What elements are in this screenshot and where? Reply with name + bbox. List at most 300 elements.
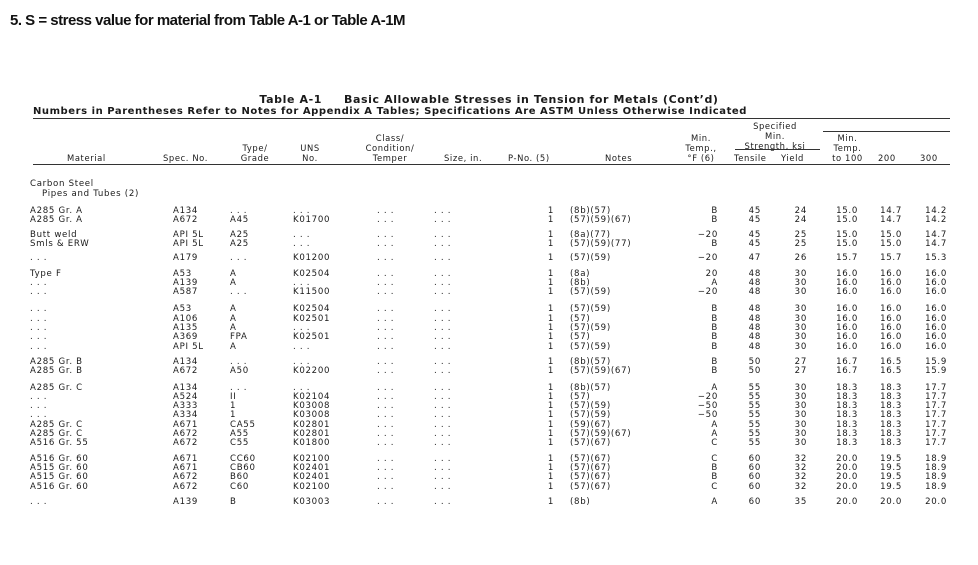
cell-spec-no: A139 (173, 496, 199, 507)
cell-notes: (57)(67) (570, 453, 611, 464)
cell-p-no: 1 (547, 429, 555, 439)
cell-uns-no: . . . (293, 229, 311, 240)
cell-temp-200: 15.7 (880, 253, 902, 264)
cell-class: . . . (377, 332, 395, 343)
cell-type-grade: A25 (230, 238, 249, 249)
cell-class: . . . (377, 313, 395, 324)
cell-p-no: 1 (547, 287, 555, 298)
cell-notes: (57)(59)(77) (570, 238, 632, 249)
cell-min-to-100: 15.0 (836, 215, 858, 226)
cell-size: . . . (434, 332, 452, 343)
cell-min-to-100: 15.7 (836, 253, 858, 264)
cell-min-temp: A (711, 429, 718, 439)
cell-class: . . . (377, 429, 395, 439)
cell-class: . . . (377, 341, 395, 352)
cell-size: . . . (434, 253, 452, 264)
cell-yield: 30 (794, 268, 807, 279)
cell-notes: (59)(67) (570, 419, 611, 430)
cell-temp-200: 16.0 (880, 277, 902, 288)
cell-min-to-100: 20.0 (836, 481, 858, 492)
cell-temp-300: 17.7 (925, 410, 947, 421)
cell-min-to-100: 18.3 (836, 401, 858, 412)
cell-notes: (57)(59)(67) (570, 366, 632, 377)
cell-size: . . . (434, 238, 452, 249)
cell-material: A516 Gr. 60 (30, 453, 89, 464)
cell-spec-no: A139 (173, 277, 199, 288)
cell-p-no: 1 (547, 438, 555, 449)
cell-min-to-100: 16.7 (836, 356, 858, 367)
cell-min-temp: B (711, 332, 718, 343)
cell-min-to-100: 18.3 (836, 419, 858, 430)
cell-type-grade: B60 (230, 472, 249, 483)
cell-yield: 30 (794, 313, 807, 324)
cell-temp-200: 16.0 (880, 323, 902, 333)
cell-tensile: 55 (748, 410, 761, 421)
cell-notes: (57)(59) (570, 341, 611, 352)
cell-tensile: 55 (748, 438, 761, 449)
cell-min-to-100: 18.3 (836, 410, 858, 421)
cell-min-to-100: 20.0 (836, 462, 858, 473)
section-material-class: Carbon Steel (30, 179, 94, 189)
header-class (350, 133, 430, 163)
cell-temp-200: 18.3 (880, 401, 902, 412)
table-row (0, 270, 978, 279)
cell-min-temp: −20 (697, 253, 718, 264)
cell-p-no: 1 (547, 481, 555, 492)
cell-yield: 30 (794, 323, 807, 333)
cell-class: . . . (377, 268, 395, 279)
cell-p-no: 1 (547, 391, 555, 402)
cell-min-temp: B (711, 356, 718, 367)
cell-tensile: 55 (748, 382, 761, 393)
cell-class: . . . (377, 229, 395, 240)
cell-min-temp: B (711, 313, 718, 324)
cell-type-grade: CB60 (230, 462, 256, 473)
cell-min-to-100: 16.0 (836, 287, 858, 298)
cell-tensile: 48 (748, 268, 761, 279)
cell-min-temp: B (711, 341, 718, 352)
cell-type-grade: FPA (230, 332, 248, 343)
cell-class: . . . (377, 238, 395, 249)
cell-spec-no: A334 (173, 410, 199, 421)
cell-yield: 32 (794, 453, 807, 464)
cell-spec-no: A179 (173, 253, 199, 264)
cell-temp-300: 16.0 (925, 304, 947, 315)
header-to100-line: to 100 (832, 153, 863, 163)
header-to100-line: Temp. (833, 143, 862, 153)
cell-yield: 30 (794, 401, 807, 412)
cell-min-temp: −50 (697, 401, 718, 412)
cell-class: . . . (377, 304, 395, 315)
header-type-grade (230, 143, 280, 163)
table-row (0, 279, 978, 288)
cell-class: . . . (377, 401, 395, 412)
cell-p-no: 1 (547, 268, 555, 279)
cell-notes: (57)(67) (570, 472, 611, 483)
table-row (0, 498, 978, 507)
cell-min-to-100: 18.3 (836, 391, 858, 402)
cell-type-grade: II (230, 391, 237, 402)
cell-p-no: 1 (547, 229, 555, 240)
cell-material: . . . (30, 410, 48, 421)
cell-material: A285 Gr. C (30, 429, 83, 439)
cell-min-temp: −20 (697, 287, 718, 298)
cell-yield: 30 (794, 304, 807, 315)
cell-tensile: 48 (748, 332, 761, 343)
header-bottom-rule (33, 164, 950, 165)
cell-material: A516 Gr. 55 (30, 438, 89, 449)
cell-type-grade: A (230, 323, 237, 333)
cell-size: . . . (434, 401, 452, 412)
cell-type-grade: . . . (230, 253, 248, 264)
cell-size: . . . (434, 462, 452, 473)
header-300: 300 (920, 153, 938, 163)
cell-class: . . . (377, 356, 395, 367)
header-specified-line: Min. (765, 131, 785, 141)
cell-p-no: 1 (547, 462, 555, 473)
cell-temp-300: 16.0 (925, 341, 947, 352)
section-product-form: Pipes and Tubes (2) (42, 188, 140, 199)
cell-uns-no: K03003 (293, 496, 331, 507)
cell-yield: 27 (794, 366, 807, 377)
cell-temp-300: 15.9 (925, 356, 947, 367)
cell-notes: (57) (570, 332, 591, 343)
cell-spec-no: A134 (173, 356, 199, 367)
cell-material: Butt weld (30, 229, 78, 240)
table-row (0, 367, 978, 376)
header-min-temp (675, 133, 727, 163)
cell-material: . . . (30, 332, 48, 343)
cell-material: . . . (30, 313, 48, 324)
cell-spec-no: A524 (173, 391, 199, 402)
cell-notes: (57)(59) (570, 401, 611, 412)
cell-p-no: 1 (547, 401, 555, 412)
cell-material: . . . (30, 391, 48, 402)
cell-class: . . . (377, 410, 395, 421)
cell-notes: (57)(59) (570, 304, 611, 315)
cell-size: . . . (434, 496, 452, 507)
cell-class: . . . (377, 287, 395, 298)
table-number: Table A-1 (259, 93, 322, 106)
cell-type-grade: CA55 (230, 419, 256, 430)
cell-temp-300: 16.0 (925, 287, 947, 298)
cell-spec-no: A672 (173, 438, 199, 449)
section-heading: 5. S = stress value for material from Table A-1 or Table A-1M (10, 12, 406, 29)
cell-yield: 32 (794, 462, 807, 473)
cell-uns-no: K02200 (293, 366, 331, 377)
header-top-rule (33, 118, 950, 119)
cell-notes: (8b)(57) (570, 382, 611, 393)
cell-yield: 32 (794, 481, 807, 492)
cell-material: A285 Gr. C (30, 419, 83, 430)
cell-min-to-100: 16.0 (836, 341, 858, 352)
table-row (0, 393, 978, 402)
cell-tensile: 55 (748, 401, 761, 412)
cell-temp-300: 17.7 (925, 419, 947, 430)
cell-min-to-100: 18.3 (836, 429, 858, 439)
cell-temp-300: 14.7 (925, 238, 947, 249)
cell-uns-no: K11500 (293, 287, 331, 298)
cell-min-temp: −50 (697, 410, 718, 421)
cell-p-no: 1 (547, 215, 555, 226)
cell-tensile: 55 (748, 391, 761, 402)
cell-temp-300: 18.9 (925, 472, 947, 483)
cell-class: . . . (377, 382, 395, 393)
cell-spec-no: A671 (173, 419, 199, 430)
cell-temp-300: 16.0 (925, 323, 947, 333)
cell-p-no: 1 (547, 382, 555, 393)
cell-temp-300: 14.2 (925, 215, 947, 226)
cell-size: . . . (434, 229, 452, 240)
table-subtitle: Numbers in Parentheses Refer to Notes for Appendix A Tables; Specifications Are ASTM Unless Otherwise Indicated (33, 106, 747, 117)
cell-notes: (57)(59) (570, 253, 611, 264)
cell-type-grade: CC60 (230, 453, 256, 464)
cell-notes: (57)(59)(67) (570, 215, 632, 226)
cell-material: A285 Gr. A (30, 215, 83, 226)
cell-uns-no: . . . (293, 323, 311, 333)
cell-min-to-100: 15.0 (836, 229, 858, 240)
table-row (0, 411, 978, 420)
cell-yield: 24 (794, 215, 807, 226)
cell-notes: (57)(67) (570, 438, 611, 449)
table-row (0, 430, 978, 439)
cell-notes: (57)(59) (570, 287, 611, 298)
cell-temp-300: 17.7 (925, 391, 947, 402)
cell-material: A515 Gr. 60 (30, 472, 89, 483)
cell-notes: (8b)(57) (570, 356, 611, 367)
cell-class: . . . (377, 481, 395, 492)
table-row (0, 384, 978, 393)
cell-type-grade: C55 (230, 438, 250, 449)
cell-spec-no: A106 (173, 313, 199, 324)
table-row (0, 288, 978, 297)
header-material: Material (67, 153, 106, 163)
cell-temp-200: 16.5 (880, 366, 902, 377)
header-min-temp-line: Temp., (685, 143, 717, 153)
cell-min-to-100: 15.0 (836, 206, 858, 216)
cell-temp-300: 16.0 (925, 332, 947, 343)
cell-temp-200: 19.5 (880, 453, 902, 464)
header-yield: Yield (781, 153, 804, 163)
cell-notes: (57) (570, 313, 591, 324)
cell-uns-no: K03008 (293, 401, 331, 412)
cell-notes: (8b)(57) (570, 206, 611, 216)
cell-min-to-100: 16.7 (836, 366, 858, 377)
cell-type-grade: 1 (230, 410, 237, 421)
cell-uns-no: K02100 (293, 481, 331, 492)
header-uns-line: UNS (300, 143, 320, 153)
header-class-line: Temper (372, 153, 408, 163)
cell-yield: 30 (794, 391, 807, 402)
cell-material: A285 Gr. B (30, 366, 83, 377)
cell-notes: (57) (570, 391, 591, 402)
cell-type-grade: A (230, 304, 237, 315)
cell-spec-no: A53 (173, 304, 192, 315)
cell-size: . . . (434, 472, 452, 483)
cell-class: . . . (377, 366, 395, 377)
cell-spec-no: A672 (173, 472, 199, 483)
cell-size: . . . (434, 287, 452, 298)
header-min-temp-to-100 (820, 133, 875, 163)
cell-yield: 30 (794, 382, 807, 393)
cell-temp-200: 18.3 (880, 429, 902, 439)
cell-uns-no: . . . (293, 277, 311, 288)
cell-temp-300: 16.0 (925, 277, 947, 288)
header-type-grade-line: Type/ (242, 143, 268, 153)
header-200: 200 (878, 153, 896, 163)
cell-p-no: 1 (547, 419, 555, 430)
cell-tensile: 48 (748, 287, 761, 298)
cell-tensile: 45 (748, 229, 761, 240)
table-row (0, 358, 978, 367)
cell-spec-no: A671 (173, 462, 199, 473)
cell-uns-no: K02504 (293, 304, 331, 315)
cell-temp-300: 18.9 (925, 453, 947, 464)
cell-type-grade: C60 (230, 481, 250, 492)
cell-temp-200: 20.0 (880, 496, 902, 507)
cell-uns-no: K02501 (293, 332, 331, 343)
table-row (0, 464, 978, 473)
cell-temp-300: 15.9 (925, 366, 947, 377)
cell-uns-no: K02504 (293, 268, 331, 279)
cell-temp-200: 18.3 (880, 419, 902, 430)
cell-temp-300: 20.0 (925, 496, 947, 507)
cell-size: . . . (434, 481, 452, 492)
table-row (0, 473, 978, 482)
cell-temp-200: 15.0 (880, 238, 902, 249)
cell-tensile: 45 (748, 206, 761, 216)
cell-p-no: 1 (547, 366, 555, 377)
cell-size: . . . (434, 356, 452, 367)
cell-yield: 30 (794, 332, 807, 343)
table-row (0, 216, 978, 225)
cell-uns-no: K02801 (293, 429, 331, 439)
cell-tensile: 48 (748, 323, 761, 333)
cell-tensile: 48 (748, 304, 761, 315)
cell-min-temp: C (711, 453, 718, 464)
table-row (0, 483, 978, 492)
cell-min-temp: A (711, 419, 718, 430)
cell-temp-200: 18.3 (880, 391, 902, 402)
cell-uns-no: K02501 (293, 313, 331, 324)
cell-spec-no: A587 (173, 287, 199, 298)
cell-type-grade: A (230, 277, 237, 288)
cell-size: . . . (434, 419, 452, 430)
cell-material: Type F (30, 268, 62, 279)
cell-spec-no: A672 (173, 366, 199, 377)
header-class-line: Class/ (375, 133, 405, 143)
cell-type-grade: A50 (230, 366, 249, 377)
temp-rule (823, 131, 950, 132)
cell-p-no: 1 (547, 253, 555, 264)
cell-spec-no: A672 (173, 215, 199, 226)
cell-class: . . . (377, 215, 395, 226)
header-min-temp-line: Min. (691, 133, 711, 143)
cell-size: . . . (434, 429, 452, 439)
cell-min-temp: B (711, 304, 718, 315)
cell-p-no: 1 (547, 453, 555, 464)
header-notes: Notes (605, 153, 633, 163)
cell-min-temp: C (711, 481, 718, 492)
cell-size: . . . (434, 438, 452, 449)
cell-class: . . . (377, 462, 395, 473)
cell-p-no: 1 (547, 304, 555, 315)
cell-p-no: 1 (547, 472, 555, 483)
cell-notes: (8b) (570, 496, 591, 507)
cell-material: . . . (30, 277, 48, 288)
cell-temp-300: 15.3 (925, 253, 947, 264)
cell-yield: 30 (794, 287, 807, 298)
cell-p-no: 1 (547, 341, 555, 352)
cell-class: . . . (377, 277, 395, 288)
cell-class: . . . (377, 453, 395, 464)
cell-temp-200: 18.3 (880, 410, 902, 421)
header-p-no: P-No. (5) (508, 153, 550, 163)
cell-tensile: 60 (748, 496, 761, 507)
cell-size: . . . (434, 366, 452, 377)
cell-tensile: 55 (748, 419, 761, 430)
cell-type-grade: A (230, 268, 237, 279)
cell-type-grade: B (230, 496, 237, 507)
cell-tensile: 50 (748, 356, 761, 367)
cell-uns-no: K02401 (293, 472, 331, 483)
cell-spec-no: API 5L (173, 229, 204, 240)
header-type-grade-line: Grade (240, 153, 270, 163)
cell-min-to-100: 15.0 (836, 238, 858, 249)
cell-yield: 27 (794, 356, 807, 367)
cell-min-to-100: 18.3 (836, 382, 858, 393)
cell-temp-300: 17.7 (925, 438, 947, 449)
cell-min-to-100: 16.0 (836, 304, 858, 315)
cell-spec-no: A135 (173, 323, 199, 333)
cell-material: . . . (30, 253, 48, 264)
cell-min-temp: A (711, 277, 718, 288)
cell-min-temp: B (711, 472, 718, 483)
header-uns-no (290, 143, 330, 163)
cell-class: . . . (377, 438, 395, 449)
cell-min-to-100: 20.0 (836, 453, 858, 464)
cell-uns-no: . . . (293, 238, 311, 249)
cell-uns-no: K01800 (293, 438, 331, 449)
cell-tensile: 47 (748, 253, 761, 264)
cell-min-to-100: 20.0 (836, 472, 858, 483)
cell-tensile: 55 (748, 429, 761, 439)
cell-material: A285 Gr. B (30, 356, 83, 367)
cell-temp-200: 16.0 (880, 268, 902, 279)
cell-temp-200: 16.0 (880, 313, 902, 324)
cell-class: . . . (377, 419, 395, 430)
cell-material: A516 Gr. 60 (30, 481, 89, 492)
cell-temp-300: 14.7 (925, 229, 947, 240)
header-to100-line: Min. (837, 133, 858, 143)
cell-type-grade: A (230, 313, 237, 324)
cell-yield: 35 (794, 496, 807, 507)
cell-size: . . . (434, 453, 452, 464)
cell-uns-no: K02104 (293, 391, 331, 402)
cell-p-no: 1 (547, 356, 555, 367)
cell-size: . . . (434, 277, 452, 288)
cell-temp-200: 16.0 (880, 341, 902, 352)
cell-temp-300: 17.7 (925, 429, 947, 439)
header-min-temp-line: °F (6) (687, 153, 715, 163)
cell-min-temp: B (711, 215, 718, 226)
cell-temp-300: 17.7 (925, 401, 947, 412)
cell-tensile: 50 (748, 366, 761, 377)
cell-class: . . . (377, 323, 395, 333)
cell-min-temp: C (711, 438, 718, 449)
cell-spec-no: A671 (173, 453, 199, 464)
cell-class: . . . (377, 496, 395, 507)
